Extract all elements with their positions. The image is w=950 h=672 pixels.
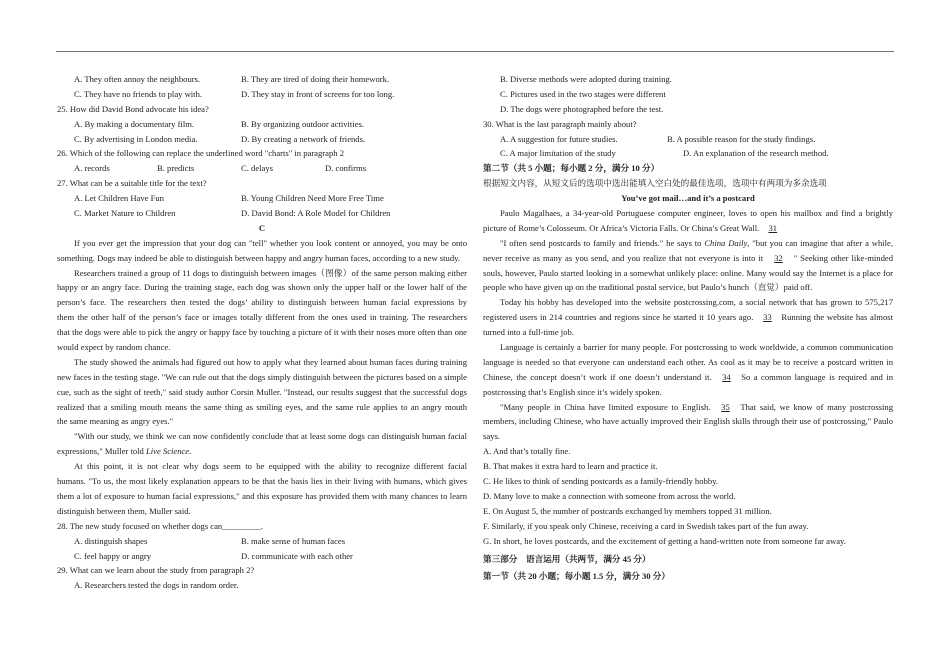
option-B: B. They are tired of doing their homework.	[241, 74, 390, 84]
question-25: 25. How did David Bond advocate his idea?	[57, 103, 209, 114]
paragraph-line	[483, 236, 893, 251]
paragraph-line: The study showed the animals had figured out how to apply what they learned about human faces during training	[74, 356, 467, 367]
paragraph-line: members, including Chinese, who have actually improved their English skills through their use of postcrossing," Paulo	[483, 416, 893, 427]
paragraph-line	[483, 310, 893, 325]
option-C: C. They have no friends to play with.	[74, 88, 203, 99]
option-B: B. By organizing outdoor activities.	[241, 118, 365, 129]
text-run: So a common language is required and in	[741, 371, 893, 382]
option-A: A. They often annoy the neighbours.	[74, 74, 201, 84]
option-D: D. An explanation of the research method.	[683, 148, 829, 159]
part-3-heading: 第三部分 语言运用（共两节，满分 45 分）	[483, 553, 651, 564]
left-column	[57, 72, 467, 593]
paragraph-line: realized that a smiling mouth means the same thing as smiling eyes, and the same rule applies to an angry mouth	[57, 401, 467, 412]
answer-option: G. In short, he loves postcards, and the excitement of getting a hand-written note from someone far away.	[483, 535, 846, 546]
paragraph-line: Today his hobby has developed into the website postcrossing.com, a social network that has grown to 575,217	[500, 297, 893, 308]
text-run: " Seeking other like-minded	[793, 252, 893, 263]
paragraph-line	[57, 444, 467, 459]
option-C: C. delays	[241, 163, 273, 174]
right-column	[483, 72, 893, 585]
paragraph-line: Researchers trained a group of 11 dogs to distinguish between images（图像）of the same person making either	[74, 267, 467, 278]
paragraph-line: happy or an angry face. During the training stage, each dog was shown only the upper half or the lower half of the	[57, 282, 467, 293]
option-D: D. confirms	[325, 163, 367, 174]
text-run: registered users in 214 countries and regions since he started it 10 years ago.	[483, 312, 754, 323]
text-run: That said, we know of many postcrossing	[740, 401, 893, 412]
q29-option: D. The dogs were photographed before the test.	[500, 103, 664, 114]
option-B: B. Young Children Need More Free Time	[241, 193, 384, 204]
blank-35: 35	[721, 401, 730, 412]
paragraph-line: would expect by random chance.	[57, 342, 171, 353]
answer-option: C. He likes to think of sending postcards as a family-friendly hobby.	[483, 476, 719, 487]
blank-33: 33	[763, 312, 772, 323]
section-c-heading: C	[258, 222, 266, 233]
paragraph-line: something. Dogs may indeed be able to distinguish between happy and angry human faces, according to a new study.	[57, 252, 461, 263]
option-D: D. communicate with each other	[241, 550, 353, 561]
text-run: , "but you can imagine that after a while,	[747, 237, 893, 248]
paragraph-line: souls, however, Paulo started looking in a somewhat unlikely place: online. Many would say the Internet is a place for	[483, 267, 893, 278]
blank-34: 34	[722, 371, 731, 382]
paragraph-line: language is needed so that everyone can understand each other. As cool as it may be to receive a postcard written in	[483, 356, 893, 367]
paragraph-line: If you ever get the impression that your dog can "tell" whether you look content or annoyed, you may be onto	[74, 237, 467, 248]
newspaper-name: China Daily	[704, 237, 748, 248]
question-28: 28. The new study focused on whether dogs can_________.	[57, 520, 264, 531]
paragraph-line: turned into a full-time job.	[483, 327, 574, 338]
paragraph-line: At this point, it is not clear why dogs seem to be equipped with the ability to recognize different facial	[74, 461, 467, 472]
text-run: "Many people in China have limited exposure to English.	[500, 401, 711, 412]
option-A: A. By making a documentary film.	[74, 118, 195, 129]
q29-option: C. Pictures used in the two stages were different	[500, 88, 666, 99]
option-C: C. Market Nature to Children	[74, 208, 176, 219]
question-29: 29. What can we learn about the study from paragraph 2?	[57, 565, 255, 576]
option-A: A. Let Children Have Fun	[74, 193, 164, 204]
question-27: 27. What can be a suitable title for the text?	[57, 178, 207, 189]
q26-options	[57, 161, 467, 176]
option-C: C. feel happy or angry	[74, 550, 152, 561]
q29-option: B. Diverse methods were adopted during training.	[500, 74, 672, 84]
text-run: .	[189, 446, 192, 457]
q29-option-a: A. Researchers tested the dogs in random order.	[74, 580, 239, 591]
option-C: C. A major limitation of the study	[500, 148, 616, 159]
paragraph-line	[483, 400, 893, 415]
text-run: picture of Rome’s Colosseum. Or Africa’s Victoria Falls. Or China’s Great Wall.	[483, 222, 760, 233]
answer-option: D. Many love to make a connection with someone from across the world.	[483, 490, 736, 501]
q28-options-cd	[57, 549, 467, 564]
option-D: D. David Bond: A Role Model for Children	[241, 208, 391, 219]
q25-options-cd	[57, 132, 467, 147]
paragraph-line: Paulo Magalhaes, a 34-year-old Portuguese computer engineer, loves to open his mailbox and find a brightly	[500, 208, 893, 219]
option-D: D. They stay in front of screens for too long.	[241, 88, 395, 99]
q24-options-ab	[57, 72, 467, 87]
blank-32: 32	[774, 252, 783, 263]
text-run: Chinese, the concept doesn’t work if one doesn’t understand it.	[483, 371, 712, 382]
q25-options-ab	[57, 117, 467, 132]
paragraph-line: cue, such as the sight of teeth," said study author Corsin Muller. "Instead, our results suggest that the successful dogs	[57, 386, 467, 397]
q30-options-ab	[483, 132, 893, 147]
paragraph-line: that the dogs were able to pick the angry or happy face by touching a picture of it with their noses more often than one	[57, 327, 467, 338]
answer-option: F. Similarly, if you speak only Chinese, receiving a card in Swedish takes part of the fun away.	[483, 520, 809, 531]
answer-option: E. On August 5, the number of postcards exchanged by members topped 31 million.	[483, 505, 772, 516]
part-3-section-1-heading: 第一节（共 20 小题；每小题 1.5 分，满分 30 分）	[483, 570, 670, 581]
paragraph-line: "With our study, we think we can now confidently conclude that at least some dogs can distinguish human facial	[74, 431, 467, 442]
question-26: 26. Which of the following can replace the underlined word "charts" in paragraph 2	[57, 148, 345, 159]
paragraph-line: person’s face. The researchers then tested the dogs’ ability to distinguish between human facial expressions by	[57, 297, 467, 308]
paragraph-line: Language is certainly a barrier for many people. For postcrossing to work worldwide, a common communication	[500, 342, 893, 353]
paragraph-line: distinguish between them, Muller said.	[57, 505, 191, 516]
option-B: B. make sense of human faces	[241, 535, 346, 546]
option-D: D. By creating a network of friends.	[241, 133, 366, 144]
option-B: B. A possible reason for the study findings.	[667, 133, 816, 144]
answer-option: A. And that’s totally fine.	[483, 446, 571, 457]
paragraph-line: postcrossing that’s English since it’s widely spoken.	[483, 386, 662, 397]
passage-title: You’ve got mail…and it’s a postcard	[621, 193, 755, 204]
blank-31: 31	[768, 222, 778, 233]
q28-options-ab	[57, 534, 467, 549]
q27-options-ab	[57, 191, 467, 206]
q30-options-cd	[483, 146, 893, 161]
paragraph-line	[483, 251, 893, 266]
option-A: A. records	[74, 163, 110, 174]
q24-options-cd	[57, 87, 467, 102]
text-run: "I often send postcards to family and friends." he says to	[500, 237, 705, 248]
paragraph-line	[483, 370, 893, 385]
paragraph-line: them the other half of the person’s face or images totally different from the ones used in training. The researchers	[57, 312, 467, 323]
q27-options-cd	[57, 206, 467, 221]
text-run: Running the website has almost	[781, 312, 893, 323]
option-B: B. predicts	[157, 163, 195, 174]
paragraph-line: people who have given up on the traditional postal service, but Paulo’s hunch（直觉）paid off.	[483, 282, 813, 293]
text-run: expressions," Muller told	[57, 446, 146, 457]
paragraph-line: them a lot of exposure to human facial expressions," and this exposure has provided them with many chances to learn	[57, 490, 467, 501]
section-2-instructions: 根据短文内容，从短文后的选项中选出能填入空白处的最佳选项，选项中有两项为多余选项	[483, 178, 827, 189]
answer-option: B. That makes it extra hard to learn and practice it.	[483, 461, 658, 472]
paragraph-line: new faces in the testing stage. "We can rule out that the dogs simply distinguish between the pictures based on a simple	[57, 371, 467, 382]
text-run: never receive as many as you send, and you realize that not everyone is into it	[483, 252, 764, 263]
option-C: C. By advertising in London media.	[74, 133, 198, 144]
journal-name: Live Science	[145, 446, 190, 457]
paragraph-line: the same meaning as angry eyes."	[57, 416, 174, 427]
question-30: 30. What is the last paragraph mainly about?	[483, 118, 637, 129]
top-rule	[56, 51, 894, 52]
option-A: A. A suggestion for future studies.	[500, 133, 618, 144]
paragraph-line: humans. "To us, the most likely explanation appears to be that the basis lies in their living with humans, which gives	[57, 476, 467, 487]
option-A: A. distinguish shapes	[74, 535, 148, 546]
section-2-heading: 第二节（共 5 小题；每小题 2 分，满分 10 分）	[483, 163, 660, 174]
paragraph-line	[483, 221, 893, 236]
paragraph-line: says.	[483, 431, 500, 442]
